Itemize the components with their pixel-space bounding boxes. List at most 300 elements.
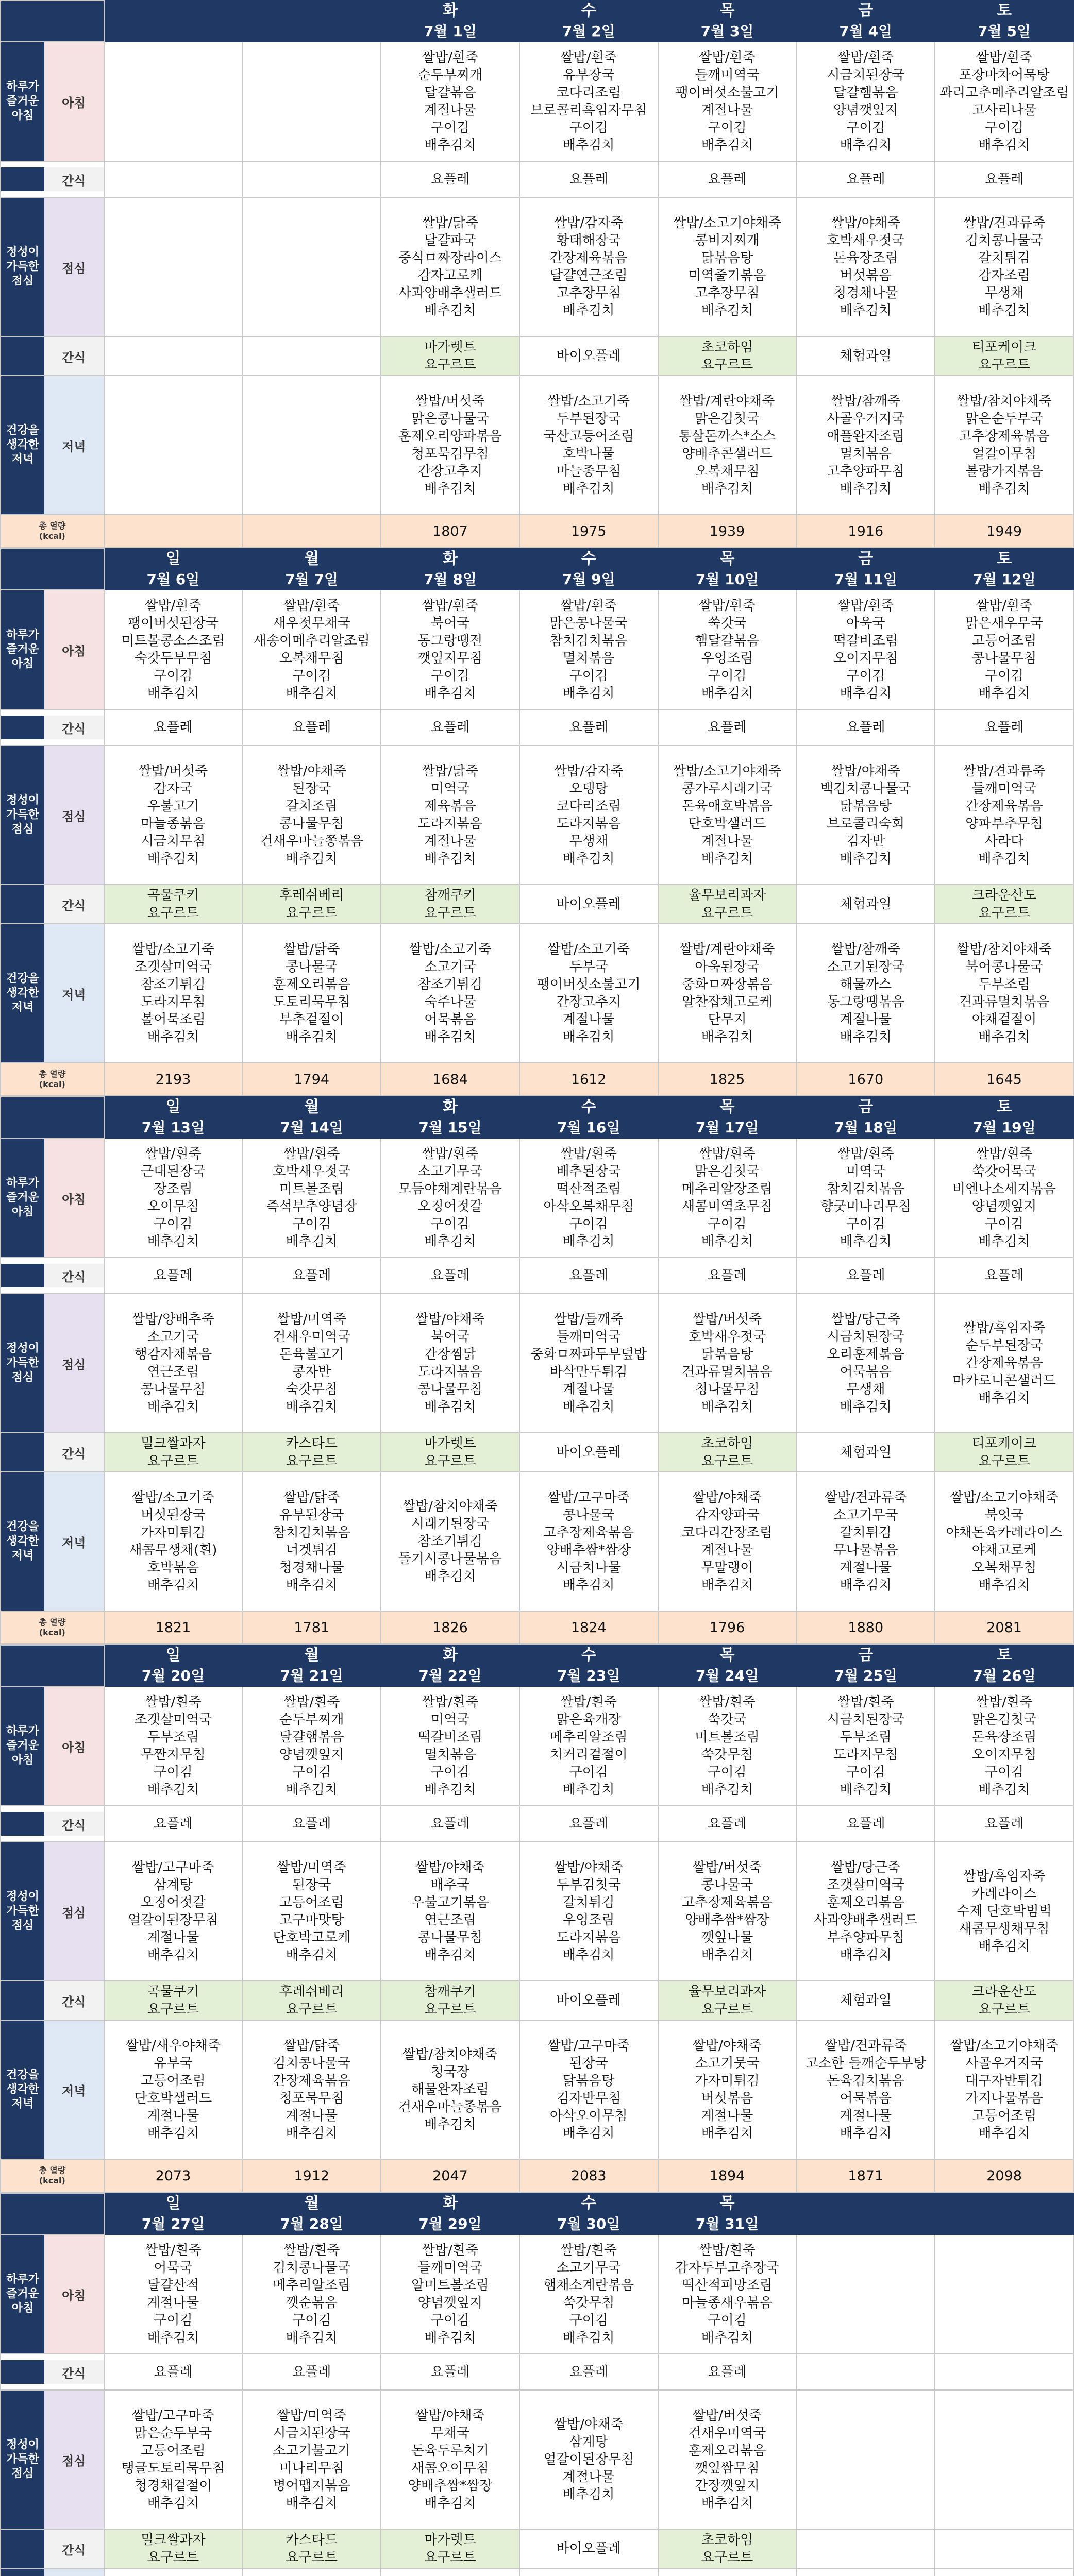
menu-item: 두부조림 — [840, 1730, 892, 1745]
date-cell: 7월 7일 — [242, 569, 381, 590]
menu-item: 쌀밥/흰죽 — [976, 598, 1033, 614]
menu-cell — [519, 376, 658, 515]
menu-item: 쌀밥/참치야채죽 — [402, 2047, 498, 2062]
menu-item: 미트볼조림 — [695, 1730, 760, 1745]
menu-cell — [796, 2390, 935, 2529]
menu-item: 간장제육볶음 — [273, 2073, 351, 2089]
snack-item: 곡물쿠키 — [147, 888, 199, 903]
menu-cell — [658, 745, 797, 885]
snack-label: 간식 — [44, 885, 104, 923]
menu-item: 동그랑땡볶음 — [827, 994, 905, 1010]
snack-item: 요구르트 — [978, 2002, 1030, 2017]
snack-cell — [658, 709, 797, 745]
menu-item: 햄채소계란볶음 — [543, 2278, 634, 2293]
snack-item: 요플레 — [984, 1816, 1024, 1832]
snack-label-cell — [1, 2354, 104, 2390]
menu-item: 배추김치 — [424, 2117, 476, 2132]
menu-item: 돈육애호박볶음 — [682, 799, 773, 814]
section-side-bar — [1, 167, 44, 191]
snack-item: 체험과일 — [840, 348, 892, 364]
menu-item: 배추김치 — [978, 1578, 1030, 1593]
menu-item: 쌀밥/흰죽 — [837, 50, 894, 65]
day-of-week: 금 — [796, 1645, 935, 1666]
menu-item: 계절나물 — [424, 834, 476, 849]
menu-item: 달걀산적 — [147, 2278, 199, 2293]
lunch-label-cell — [1, 745, 104, 885]
day-of-week — [104, 1, 243, 21]
calorie-label: 총 열량 — [39, 1617, 66, 1627]
calorie-label-cell — [1, 2159, 104, 2192]
menu-cell — [935, 1472, 1073, 1611]
menu-cell — [519, 590, 658, 709]
menu-item: 마카로니콘샐러드 — [952, 1373, 1056, 1388]
section-side-bar — [1, 376, 44, 514]
day-of-week: 수 — [519, 1097, 658, 1117]
menu-item: 행감자채볶음 — [134, 1347, 212, 1362]
menu-item: 배추김치 — [147, 2496, 199, 2511]
calorie-value: 1916 — [796, 515, 935, 548]
dinner-row — [1, 2020, 1073, 2159]
menu-cell — [796, 1138, 935, 1258]
menu-item: 고등어조림 — [971, 2108, 1037, 2124]
menu-item: 마늘종새우볶음 — [682, 2295, 773, 2311]
menu-item: 돈육불고기 — [279, 1347, 344, 1362]
menu-item: 배추김치 — [840, 686, 892, 701]
menu-item: 간장고추지 — [417, 464, 483, 479]
section-side-text: 정성이 가득한 점심 — [6, 1342, 39, 1384]
menu-item: 얼갈이된장무침 — [128, 1912, 219, 1928]
day-of-week: 화 — [381, 2193, 519, 2214]
week-table — [0, 1645, 1074, 2193]
menu-cell — [242, 590, 381, 709]
header-corner — [1, 1097, 104, 1138]
menu-item: 가자미튀김 — [695, 2073, 760, 2089]
menu-item: 달걀햄볶음 — [833, 85, 898, 100]
menu-cell — [104, 1686, 243, 1806]
menu-cell — [935, 1294, 1073, 1433]
date-cell: 7월 13일 — [104, 1117, 243, 1138]
date-cell: 7월 20일 — [104, 1666, 243, 1686]
menu-item: 쑥갓무침 — [701, 1747, 753, 1762]
day-of-week: 수 — [519, 2193, 658, 2214]
snack-row — [1, 709, 1073, 745]
menu-item: 쌀밥/고구마죽 — [132, 2408, 214, 2424]
menu-item: 고추장무침 — [695, 285, 760, 301]
snack-item: 요구르트 — [147, 2002, 199, 2017]
menu-item: 들깨미역국 — [971, 781, 1037, 796]
menu-item: 쌀밥/소고기죽 — [409, 942, 492, 957]
header-corner — [1, 1645, 104, 1686]
menu-item: 양념깻잎지 — [417, 2295, 483, 2311]
menu-item: 쌀밥/소고기야채죽 — [673, 215, 781, 231]
date-cell: 7월 15일 — [381, 1117, 519, 1138]
menu-item: 배추김치 — [424, 851, 476, 867]
day-of-week: 수 — [519, 1645, 658, 1666]
menu-cell — [104, 2390, 243, 2529]
menu-item: 배추김치 — [701, 686, 753, 701]
menu-item: 참치김치볶음 — [827, 1181, 905, 1197]
menu-item: 배추김치 — [840, 1578, 892, 1593]
date-cell: 7월 14일 — [242, 1117, 381, 1138]
menu-cell — [519, 745, 658, 885]
calorie-value: 2047 — [381, 2159, 519, 2192]
snack-item: 요플레 — [846, 172, 885, 187]
menu-cell — [104, 1138, 243, 1258]
calorie-value: 1871 — [796, 2159, 935, 2192]
menu-item: 애플완자조림 — [827, 429, 905, 444]
menu-item: 단호박샐러드 — [134, 2091, 212, 2106]
menu-item: 배추김치 — [424, 1569, 476, 1584]
menu-item: 갈치튀김 — [840, 1525, 892, 1540]
menu-item: 쌀밥/참치야채죽 — [956, 394, 1052, 409]
menu-item: 중화ㅁ짜장볶음 — [682, 977, 773, 992]
menu-item: 유부장국 — [563, 67, 615, 83]
section-side-bar — [1, 2569, 44, 2576]
menu-item: 구이김 — [292, 2313, 331, 2328]
menu-item: 배추김치 — [978, 138, 1030, 153]
menu-cell — [935, 2568, 1073, 2576]
menu-cell — [519, 1472, 658, 1611]
menu-item: 순두부찌개 — [417, 67, 483, 83]
lunch-label-cell — [1, 1294, 104, 1433]
section-side-bar — [1, 1687, 44, 1805]
menu-cell — [796, 1686, 935, 1806]
menu-item: 쌀밥/소고기야채죽 — [950, 2038, 1059, 2054]
menu-item: 쌀밥/흰죽 — [560, 1146, 617, 1162]
date-cell: 7월 23일 — [519, 1666, 658, 1686]
menu-item: 배추김치 — [701, 2126, 753, 2141]
menu-item: 참조기튀김 — [417, 1534, 483, 1549]
snack-item: 바이오플레 — [556, 1445, 622, 1460]
calorie-row — [1, 1611, 1073, 1644]
menu-item: 중식ㅁ짜장라이스 — [398, 250, 502, 266]
menu-item: 구이김 — [708, 120, 747, 135]
menu-item: 쌀밥/흰죽 — [560, 1694, 617, 1710]
snack-item: 요플레 — [708, 1268, 747, 1283]
snack-cell — [935, 1806, 1073, 1842]
menu-item: 쌀밥/야채죽 — [692, 1490, 762, 1505]
snack-cell — [658, 161, 797, 197]
snack-cell — [381, 1806, 519, 1842]
calorie-unit: (kcal) — [39, 2176, 65, 2185]
date-cell: 7월 4일 — [796, 21, 935, 42]
menu-cell — [935, 745, 1073, 885]
menu-item: 쌀밥/당근죽 — [831, 1860, 900, 1875]
menu-item: 쌀밥/흑임자죽 — [963, 1869, 1046, 1884]
menu-item: 배추김치 — [286, 2330, 338, 2346]
menu-item: 구이김 — [569, 120, 608, 135]
snack-item: 후레쉬베리 — [279, 1984, 344, 1999]
menu-item: 오이무침 — [147, 1199, 199, 1214]
snack-label-cell — [1, 1806, 104, 1842]
menu-item: 구이김 — [430, 668, 470, 684]
menu-cell — [242, 2234, 381, 2354]
menu-cell — [104, 2020, 243, 2159]
menu-item: 쑥갓국 — [708, 616, 747, 631]
menu-cell — [658, 42, 797, 161]
menu-item: 고등어조림 — [141, 2073, 206, 2089]
menu-item: 코다리조림 — [556, 85, 622, 100]
menu-cell — [796, 2568, 935, 2576]
snack-item: 요플레 — [846, 1268, 885, 1283]
calorie-label-cell — [1, 1063, 104, 1096]
snack-cell — [935, 1433, 1073, 1472]
menu-item: 향굿미나리무침 — [820, 1199, 911, 1214]
date-cell — [796, 2214, 935, 2234]
menu-item: 계절나물 — [563, 1012, 615, 1027]
section-side-bar — [1, 716, 44, 739]
menu-item: 배추김치 — [424, 138, 476, 153]
snack-item: 요구르트 — [701, 1453, 753, 1469]
menu-cell — [658, 1138, 797, 1258]
section-side-bar — [1, 746, 44, 884]
section-side-bar — [1, 2530, 44, 2568]
snack-cell — [104, 2529, 243, 2568]
menu-item: 배추김치 — [978, 1391, 1030, 1406]
menu-cell — [519, 2568, 658, 2576]
snack-cell — [658, 2354, 797, 2390]
date-cell: 7월 18일 — [796, 1117, 935, 1138]
date-cell: 7월 6일 — [104, 569, 243, 590]
snack-cell — [242, 2529, 381, 2568]
menu-item: 간장찜닭 — [424, 1347, 476, 1362]
snack-item: 크라운산도 — [971, 1984, 1037, 1999]
menu-item: 무나물볶음 — [833, 1543, 898, 1558]
menu-item: 쌀밥/흰죽 — [699, 1146, 756, 1162]
menu-item: 소고기국 — [147, 1329, 199, 1345]
menu-item: 쌀밥/흰죽 — [976, 50, 1033, 65]
snack-cell — [796, 1806, 935, 1842]
menu-item: 쌀밥/계란야채죽 — [679, 942, 775, 957]
snack-cell — [935, 709, 1073, 745]
menu-item: 달걀볶음 — [424, 85, 476, 100]
menu-cell — [935, 197, 1073, 336]
menu-cell — [935, 1842, 1073, 1981]
menu-item: 배추김치 — [147, 851, 199, 867]
calorie-value: 1612 — [519, 1063, 658, 1096]
menu-item: 단무지 — [708, 1012, 747, 1027]
menu-item: 간장깻잎지 — [695, 2478, 760, 2494]
menu-item: 우엉조림 — [563, 1912, 615, 1928]
snack-item: 초코하임 — [701, 340, 753, 355]
date-cell: 7월 28일 — [242, 2214, 381, 2234]
menu-item: 가자미튀김 — [141, 1525, 206, 1540]
snack-cell — [381, 2529, 519, 2568]
snack-cell — [242, 885, 381, 924]
snack-item: 요플레 — [708, 720, 747, 735]
calorie-value: 1670 — [796, 1063, 935, 1096]
dinner-label: 저녁 — [44, 1472, 104, 1611]
snack-item: 요구르트 — [424, 905, 476, 921]
section-side-bar — [1, 2360, 44, 2384]
menu-item: 배추김치 — [286, 2126, 338, 2141]
snack-item: 초코하임 — [701, 1436, 753, 1451]
snack-label: 간식 — [44, 1812, 104, 1836]
menu-item: 건새우마늘쫑볶음 — [260, 834, 364, 849]
section-side-bar — [1, 1812, 44, 1836]
breakfast-row — [1, 2234, 1073, 2354]
menu-item: 어묵볶음 — [840, 2091, 892, 2106]
menu-item: 배추김치 — [147, 1234, 199, 1249]
section-side-text: 정성이 가득한 점심 — [6, 1890, 39, 1932]
menu-item: 쌀밥/흰죽 — [976, 1146, 1033, 1162]
menu-item: 연근조림 — [147, 1364, 199, 1380]
snack-item: 요구르트 — [147, 2550, 199, 2565]
calorie-row — [1, 1063, 1073, 1096]
snack-cell — [381, 1981, 519, 2020]
date-row — [1, 21, 1073, 42]
menu-item: 쑥갓국 — [708, 1712, 747, 1727]
menu-item: 배추김치 — [840, 1947, 892, 1963]
menu-item: 시금치된장국 — [827, 1329, 905, 1345]
menu-item: 쌀밥/야채죽 — [415, 1860, 485, 1875]
menu-item: 쌀밥/버섯죽 — [692, 1312, 762, 1327]
lunch-row — [1, 745, 1073, 885]
menu-cell — [381, 2020, 519, 2159]
menu-item: 쑥갓무침 — [563, 2295, 615, 2311]
menu-item: 무생채 — [846, 1382, 885, 1397]
section-side-text: 하루가 즐거운 아침 — [6, 2273, 39, 2315]
menu-item: 호박새우젓국 — [688, 1329, 766, 1345]
menu-item: 도라지볶음 — [556, 816, 622, 832]
menu-item: 콩나물무침 — [279, 816, 344, 832]
menu-item: 견과류멸치볶음 — [959, 994, 1050, 1010]
menu-item: 콩나물무침 — [417, 1930, 483, 1945]
snack-item: 요플레 — [708, 172, 747, 187]
date-cell: 7월 29일 — [381, 2214, 519, 2234]
menu-item: 김치콩나물국 — [273, 2260, 351, 2276]
menu-item: 메추리알조림 — [549, 1730, 628, 1745]
snack-row — [1, 2354, 1073, 2390]
snack-item: 요구르트 — [978, 1453, 1030, 1469]
menu-item: 계절나물 — [701, 2108, 753, 2124]
menu-item: 미역줄기볶음 — [688, 268, 766, 283]
menu-cell — [381, 1686, 519, 1806]
calorie-value: 1949 — [935, 515, 1073, 548]
menu-item: 구이김 — [984, 1765, 1024, 1780]
menu-item: 배추김치 — [840, 303, 892, 318]
menu-cell — [381, 1472, 519, 1611]
menu-cell — [796, 590, 935, 709]
snack-item: 밀크쌀과자 — [141, 2532, 206, 2548]
menu-item: 구이김 — [569, 668, 608, 684]
snack-cell — [242, 1981, 381, 2020]
menu-item: 구이김 — [846, 120, 885, 135]
calorie-value: 1880 — [796, 1611, 935, 1644]
menu-item: 구이김 — [846, 1216, 885, 1232]
menu-item: 배추김치 — [978, 481, 1030, 497]
snack-item: 요구르트 — [286, 1453, 338, 1469]
section-side-bar — [1, 1981, 44, 2020]
snack-item: 요플레 — [708, 1816, 747, 1832]
menu-item: 오뎅탕 — [569, 781, 608, 796]
snack-item: 요구르트 — [286, 905, 338, 921]
menu-item: 두부김칫국 — [556, 1877, 622, 1893]
menu-item: 어묵국 — [154, 2260, 193, 2276]
menu-item: 구이김 — [430, 2313, 470, 2328]
menu-item: 구이김 — [154, 1216, 193, 1232]
menu-item: 미역국 — [430, 781, 470, 796]
day-of-week — [796, 2193, 935, 2214]
menu-item: 볼어묵조림 — [141, 1012, 206, 1027]
menu-item: 배추김치 — [286, 1029, 338, 1045]
menu-item: 훈제오리볶음 — [273, 977, 351, 992]
menu-item: 도라지볶음 — [417, 816, 483, 832]
section-side-bar — [1, 1472, 44, 1611]
day-of-week: 화 — [381, 1, 519, 21]
menu-item: 쌀밥/흰죽 — [283, 1146, 340, 1162]
menu-item: 오복채무침 — [695, 464, 760, 479]
date-cell: 7월 5일 — [935, 21, 1073, 42]
calorie-label-cell — [1, 1611, 104, 1644]
menu-item: 시금치된장국 — [827, 67, 905, 83]
menu-item: 탱글도토리묵무침 — [121, 2461, 225, 2476]
menu-item: 콩나물국 — [701, 1877, 753, 1893]
menu-item: 쌀밥/미역죽 — [277, 1312, 346, 1327]
snack-row — [1, 161, 1073, 197]
menu-item: 유부된장국 — [279, 1507, 344, 1523]
menu-item: 청경채나물 — [279, 1560, 344, 1575]
menu-item: 배추김치 — [147, 2126, 199, 2141]
day-of-week: 일 — [104, 1645, 243, 1666]
menu-item: 콩자반 — [292, 1364, 331, 1380]
menu-item: 배추김치 — [978, 1782, 1030, 1798]
snack-label: 간식 — [44, 2530, 104, 2568]
menu-item: 양배추콘샐러드 — [682, 446, 773, 462]
menu-item: 쌀밥/흑임자죽 — [963, 1320, 1046, 1336]
menu-item: 오리훈제볶음 — [827, 1347, 905, 1362]
menu-item: 맑은육개장 — [556, 1712, 622, 1727]
menu-cell — [519, 42, 658, 161]
header-row — [1, 549, 1073, 569]
snack-cell — [796, 1433, 935, 1472]
menu-cell — [104, 42, 243, 161]
calorie-unit: (kcal) — [39, 531, 65, 541]
menu-item: 갈치튀김 — [978, 250, 1030, 266]
menu-item: 치커리겉절이 — [549, 1747, 628, 1762]
menu-item: 견과류멸치볶음 — [682, 1364, 773, 1380]
calorie-value: 2073 — [104, 2159, 243, 2192]
snack-item: 바이오플레 — [556, 896, 622, 912]
menu-cell — [381, 2390, 519, 2529]
dinner-label-cell — [1, 376, 104, 515]
menu-cell — [519, 1138, 658, 1258]
day-of-week: 금 — [796, 1, 935, 21]
snack-cell — [658, 1433, 797, 1472]
menu-item: 감자양파국 — [695, 1507, 760, 1523]
menu-item: 구이김 — [708, 1216, 747, 1232]
menu-item: 쌀밥/감자죽 — [554, 215, 624, 231]
menu-item: 배추김치 — [563, 1029, 615, 1045]
day-of-week: 월 — [242, 549, 381, 569]
menu-cell — [519, 924, 658, 1063]
menu-item: 계절나물 — [147, 2108, 199, 2124]
menu-cell — [519, 1686, 658, 1806]
menu-item: 감자고로케 — [417, 268, 483, 283]
menu-item: 고추장무침 — [556, 285, 622, 301]
menu-item: 조갯살미역국 — [827, 1877, 905, 1893]
snack-label-cell — [1, 161, 104, 197]
day-of-week: 화 — [381, 1645, 519, 1666]
menu-item: 도토리묵무침 — [273, 994, 351, 1010]
menu-cell — [381, 1138, 519, 1258]
menu-item: 배추김치 — [563, 138, 615, 153]
menu-item: 어묵볶음 — [424, 1012, 476, 1027]
snack-row — [1, 2529, 1073, 2568]
menu-item: 돌기시콩나물볶음 — [398, 1551, 502, 1567]
calorie-value: 1807 — [381, 515, 519, 548]
menu-item: 쌀밥/흰죽 — [422, 1146, 479, 1162]
